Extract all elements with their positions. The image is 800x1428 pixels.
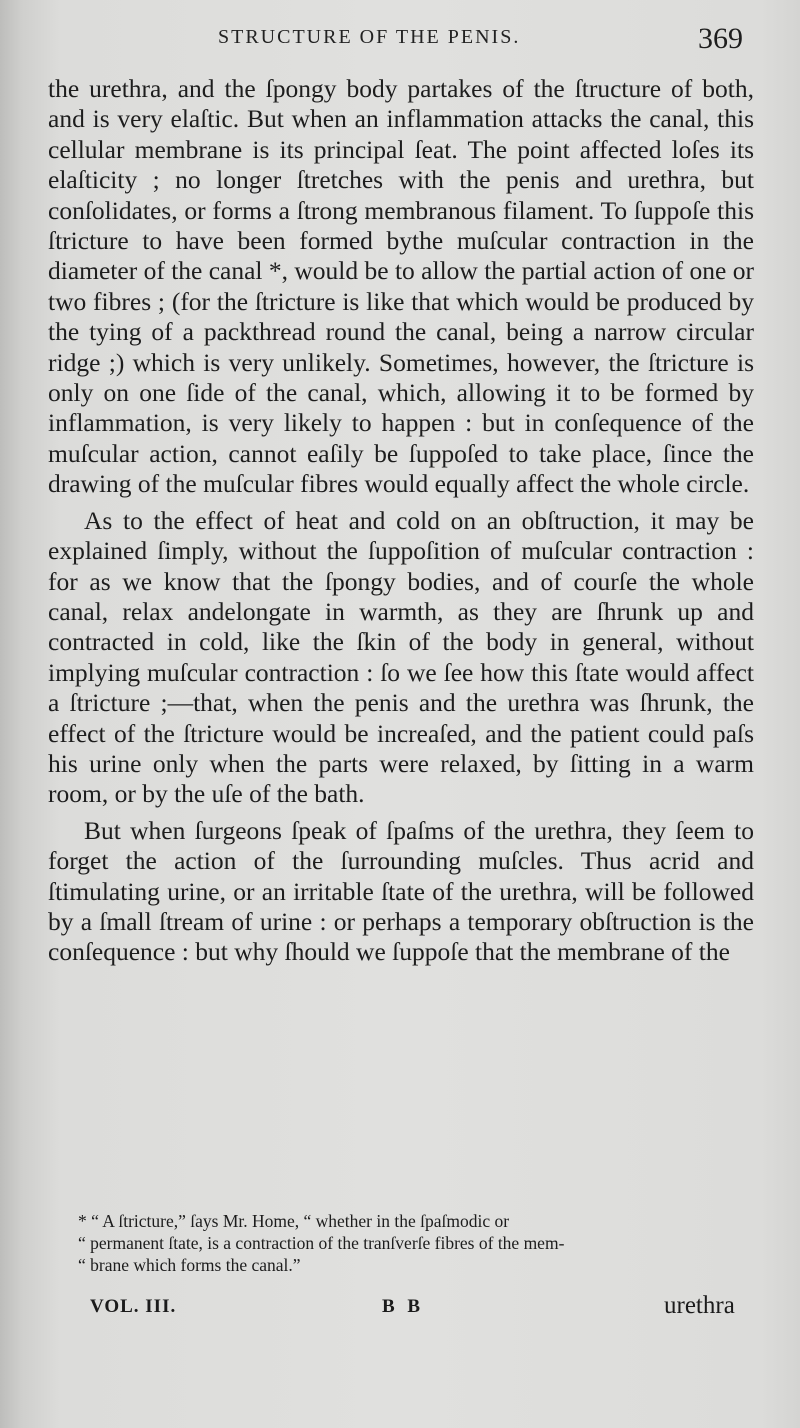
page-footer bbox=[0, 1292, 800, 1332]
footnote bbox=[78, 1210, 756, 1276]
page-number: 369 bbox=[698, 22, 743, 55]
running-title: STRUCTURE OF THE PENIS. bbox=[218, 26, 521, 48]
paragraph: As to the effect of heat and cold on an obſtruction, it may be explained ſimply, without the ſuppoſition of muſcular contraction : for as we know that the ſpongy bodies, and of courſe the whole canal, relax andelongate in warmth, as they are ſhrunk up and contracted in cold, like the ſkin of the body in general, without implying muſcular contraction : ſo we ſee how this ſtate would affect a ſtricture ;—that, when the penis and the urethra was ſhrunk, the effect of the ſtricture would be increaſed, and the patient could paſs his urine only when the parts were relaxed, by ſitting in a warm room, or by the uſe of the bath. bbox=[48, 505, 754, 809]
paragraph: But when ſurgeons ſpeak of ſpaſms of the urethra, they ſeem to forget the action of the ſurrounding muſcles. Thus acrid and ſtimulating urine, or an irritable ſtate of the urethra, will be followed by a ſmall ſtream of urine : or perhaps a temporary obſtruction is the conſequence : but why ſhould we ſuppoſe that the membrane of the bbox=[48, 815, 754, 967]
catchword: urethra bbox=[664, 1292, 735, 1319]
footnote-line: “ permanent ſtate, is a contraction of the tranſverſe fibres of the mem- bbox=[78, 1233, 565, 1253]
volume-label: VOL. III. bbox=[90, 1296, 177, 1317]
footnote-line: “ brane which forms the canal.” bbox=[78, 1255, 301, 1275]
footnote-line: * “ A ſtricture,” ſays Mr. Home, “ whether in the ſpaſmodic or bbox=[78, 1211, 510, 1231]
body-text bbox=[48, 74, 754, 968]
running-head bbox=[0, 22, 800, 62]
signature-mark: B B bbox=[382, 1296, 425, 1317]
paragraph: the urethra, and the ſpongy body partakes of the ſtructure of both, and is very elaſtic. But when an inflammation attacks the canal, this cellular membrane is its principal ſeat. The point affected loſes its elaſticity ; no longer ſtretches with the penis and urethra, but conſolidates, or forms a ſtrong membranous filament. To ſuppoſe this ſtricture to have been formed bythe muſcular contraction in the diameter of the canal *, would be to allow the partial action of one or two fibres ; (for the ſtricture is like that which would be produced by the tying of a packthread round the canal, being a narrow circular ridge ;) which is very unlikely. Sometimes, however, the ſtricture is only on one ſide of the canal, which, allowing it to be formed by inflammation, is very likely to happen : but in conſequence of the muſcular action, cannot eaſily be ſuppoſed to take place, ſince the drawing of the muſcular fibres would equally affect the whole circle. bbox=[48, 74, 754, 499]
